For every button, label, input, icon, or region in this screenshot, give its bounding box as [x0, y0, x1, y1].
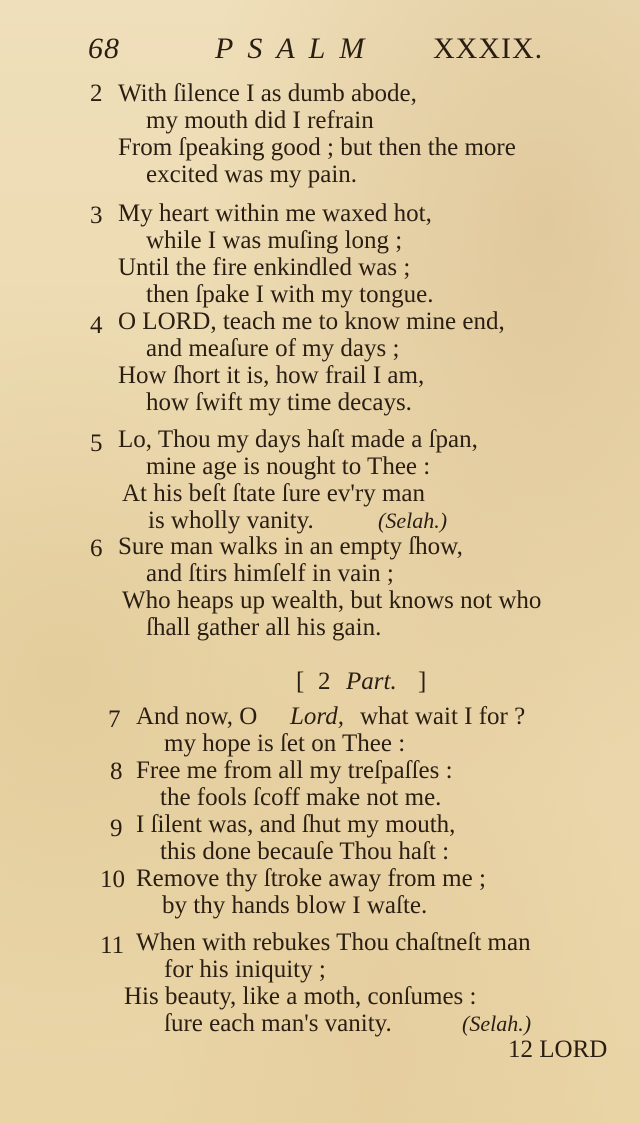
verse-line: ſure each man's vanity. — [164, 1010, 392, 1037]
verse-line: my hope is ſet on Thee : — [164, 730, 406, 757]
section-number: 2 — [318, 668, 331, 695]
page-number: 68 — [88, 32, 120, 65]
verse-number: 10 — [100, 866, 125, 893]
verse-line: My heart within me waxed hot, — [118, 200, 432, 227]
verse-line-lord: Lord, — [290, 703, 344, 730]
verse-line: this done becauſe Thou haſt : — [160, 838, 450, 865]
verse-line: From ſpeaking good ; but then the more — [118, 134, 516, 161]
verse-line: How ſhort it is, how frail I am, — [118, 362, 425, 389]
running-title: PSALM — [215, 32, 379, 65]
verse-line: mine age is nought to Thee : — [146, 453, 431, 480]
verse-line: while I was muſing long ; — [146, 227, 403, 254]
verse-line: and ſtirs himſelf in vain ; — [146, 560, 394, 587]
verse-line: I ſilent was, and ſhut my mouth, — [136, 811, 456, 838]
verse-number: 11 — [100, 932, 125, 959]
verse-line: ſhall gather all his gain. — [146, 614, 382, 641]
verse-line: Free me from all my treſpaſſes : — [136, 757, 453, 784]
verse-line: Remove thy ſtroke away from me ; — [136, 865, 486, 892]
verse-number: 8 — [110, 758, 123, 785]
verse-line: At his beſt ſtate ſure ev'ry man — [122, 480, 426, 507]
verse-line: for his iniquity ; — [164, 956, 326, 983]
psalm-number: XXXIX. — [433, 32, 544, 65]
verse-line: excited was my pain. — [146, 161, 358, 188]
verse-line: Until the fire enkindled was ; — [118, 254, 411, 281]
verse-line: When with rebukes Thou chaſtneſt man — [136, 929, 531, 956]
selah-note: (Selah.) — [378, 508, 448, 533]
section-bracket-close: ] — [418, 668, 427, 695]
verse-number: 2 — [90, 80, 103, 107]
section-bracket-open: [ — [296, 668, 305, 695]
verse-number: 4 — [90, 312, 103, 339]
section-title: Part. — [346, 668, 397, 695]
verse-line: With ſilence I as dumb abode, — [118, 80, 417, 107]
verse-line: how ſwift my time decays. — [146, 389, 412, 416]
verse-line: the fools ſcoff make not me. — [160, 784, 442, 811]
verse-number: 6 — [90, 535, 103, 562]
verse-number: 7 — [108, 706, 121, 733]
verse-line: Lo, Thou my days haſt made a ſpan, — [118, 426, 478, 453]
verse-line: and meaſure of my days ; — [146, 335, 400, 362]
verse-line: O LORD, teach me to know mine end, — [118, 308, 505, 335]
verse-line: by thy hands blow I waſte. — [162, 892, 428, 919]
verse-line: Sure man walks in an empty ſhow, — [118, 533, 463, 560]
selah-note: (Selah.) — [462, 1011, 532, 1036]
verse-line: what wait I for ? — [360, 703, 526, 730]
catchword: 12 LORD — [508, 1036, 608, 1063]
verse-number: 9 — [110, 815, 123, 842]
verse-line: Who heaps up wealth, but knows not who — [122, 587, 542, 614]
verse-line: my mouth did I refrain — [146, 107, 374, 134]
verse-line: is wholly vanity. — [148, 507, 314, 534]
verse-number: 3 — [90, 202, 103, 229]
verse-line: His beauty, like a moth, conſumes : — [124, 983, 477, 1010]
verse-line: then ſpake I with my tongue. — [146, 281, 434, 308]
verse-number: 5 — [90, 430, 103, 457]
verse-line: And now, O — [136, 703, 258, 730]
